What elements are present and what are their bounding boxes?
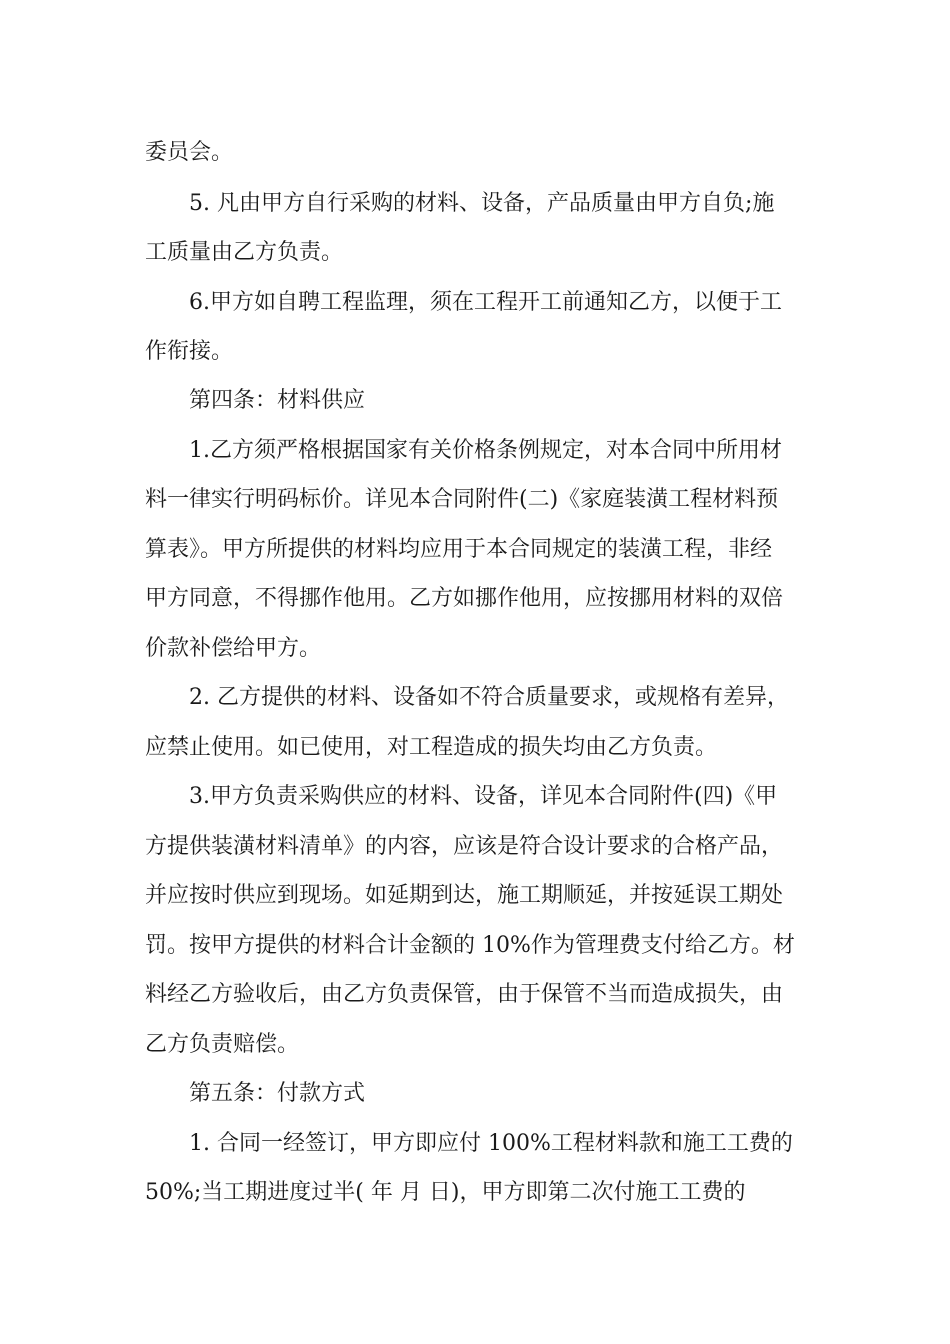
section-heading: 第五条：付款方式	[189, 1081, 366, 1106]
text-line: 并应按时供应到现场。如延期到达，施工期顺延，并按延误工期处	[145, 883, 784, 908]
text-line: 乙方负责赔偿。	[145, 1032, 300, 1057]
section-heading: 第四条：材料供应	[189, 388, 366, 413]
text-line: 价款补偿给甲方。	[145, 636, 322, 661]
text-line: 1.乙方须严格根据国家有关价格条例规定，对本合同中所用材	[189, 438, 782, 463]
text-line: 作衔接。	[145, 339, 234, 364]
text-line: 3.甲方负责采购供应的材料、设备，详见本合同附件(四)《甲	[189, 784, 778, 809]
text-line: 方提供装潢材料清单》的内容，应该是符合设计要求的合格产品，	[145, 834, 784, 859]
text-line: 5. 凡由甲方自行采购的材料、设备，产品质量由甲方自负;施	[189, 191, 775, 216]
text-line: 委员会。	[145, 140, 234, 165]
text-line: 1. 合同一经签订，甲方即应付 100%工程材料款和施工工费的	[189, 1131, 793, 1156]
text-line: 2. 乙方提供的材料、设备如不符合质量要求，或规格有差异，	[189, 685, 789, 710]
text-line: 罚。按甲方提供的材料合计金额的 10%作为管理费支付给乙方。材	[145, 933, 795, 958]
text-line: 应禁止使用。如已使用，对工程造成的损失均由乙方负责。	[145, 735, 718, 760]
text-line: 6.甲方如自聘工程监理，须在工程开工前通知乙方，以便于工	[189, 290, 782, 315]
text-line: 50%;当工期进度过半( 年 月 日)，甲方即第二次付施工工费的	[145, 1180, 746, 1205]
text-line: 算表》。甲方所提供的材料均应用于本合同规定的装潢工程，非经	[145, 537, 773, 562]
text-line: 工质量由乙方负责。	[145, 240, 344, 265]
text-line: 料经乙方验收后，由乙方负责保管，由于保管不当而造成损失，由	[145, 982, 784, 1007]
text-line: 甲方同意，不得挪作他用。乙方如挪作他用，应按挪用材料的双倍	[145, 586, 784, 611]
text-line: 料一律实行明码标价。详见本合同附件(二)《家庭装潢工程材料预	[145, 487, 779, 512]
